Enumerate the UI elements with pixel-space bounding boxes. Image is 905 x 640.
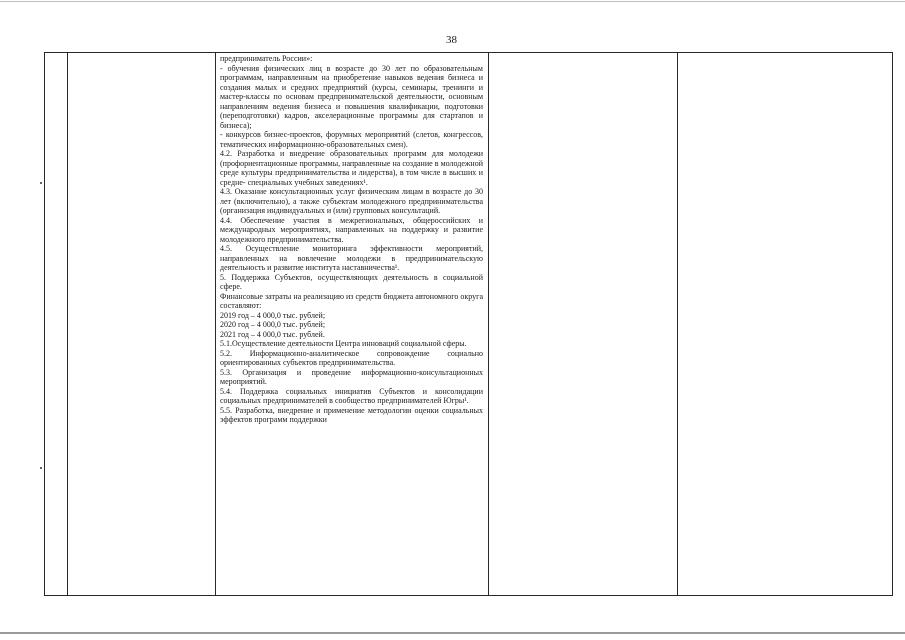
page-number: 38 [446,34,457,46]
column-divider [488,53,489,595]
scan-bottom-edge [0,632,905,634]
scan-speck [40,467,42,469]
paragraph: 4.5. Осуществление мониторинга эффективности мероприятий, направленных на вовлечение молодежи в предпринимательскую деятельность и развитие института наставничества¹. [220,244,483,272]
paragraph: 2021 год – 4 000,0 тыс. рублей. [220,329,325,339]
paragraph: 5.2. Информационно-аналитическое сопровождение социально ориентированных субъектов предпринимательства. [220,348,483,367]
measures-cell [216,54,486,594]
paragraph: предприниматель России»: [220,54,313,63]
paragraph: 2019 год – 4 000,0 тыс. рублей; [220,310,326,320]
scan-speck [40,182,42,184]
paragraph: 4.4. Обеспечение участия в межрегиональных, общероссийских и международных мероприятиях, направленных на поддержку и развитие молодежного предпринимательства. [220,215,483,244]
program-table [44,52,893,596]
paragraph: 5.4. Поддержка социальных инициатив Субъектов и консолидации социальных предпринимателей в сообщество предпринимателей Югры¹. [220,386,483,405]
paragraph: - обучения физических лиц в возрасте до 30 лет по образовательным программам, направленным на приобретение навыков ведения бизнеса и создания малых и средних предприятий (курсы, семинары, тренинги и мастер-классы по основам предпринимательской деятельности, основным направлениям ведения бизнеса и повышения квалификации, подготовки (переподготовки) кадров, акселерационные программы для стартапов и бизнеса); [220,63,483,130]
paragraph: 2020 год – 4 000,0 тыс. рублей; [220,320,326,329]
paragraph: 4.3. Оказание консультационных услуг физическим лицам в возрасте до 30 лет (включительно), а также субъектам молодежного предпринимательства (организация индивидуальных и (или) групповых консультаций. [220,187,483,215]
paragraph: Финансовые затраты на реализацию из средств бюджета автономного округа составляют: [220,291,483,310]
paragraph: 5. Поддержка Субъектов, осуществляющих деятельность в социальной сфере. [220,272,483,291]
column-divider [677,53,678,595]
paragraph: 5.3. Организация и проведение информационно-консультационных мероприятий. [220,367,483,386]
column-divider [67,53,68,595]
paragraph: 5.1.Осуществление деятельности Центра инноваций социальной сферы. [220,339,467,348]
paragraph: 5.5. Разработка, внедрение и применение методологии оценки социальных эффектов программ поддержки [220,405,483,424]
paragraph: 4.2. Разработка и внедрение образовательных программ для молодежи (профориентационные программы, направленные на создание в молодежной среде культуры предпринимательства и лидерства), в том числе в высших и средне- специальных учебных заведениях¹. [220,149,483,187]
scan-top-edge [0,1,905,2]
paragraph: - конкурсов бизнес-проектов, форумных мероприятий (слетов, конгрессов, тематических информационно-образовательных смен). [220,130,483,149]
